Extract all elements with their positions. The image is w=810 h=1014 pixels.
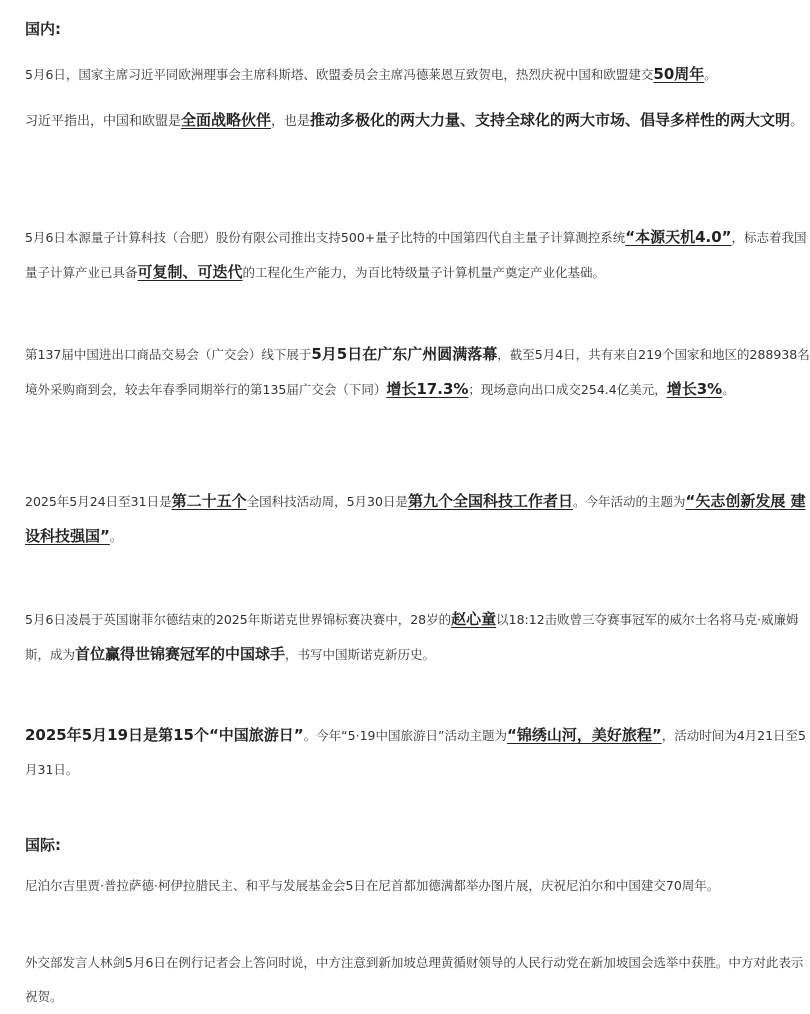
bold-text: 推动多极化的两大力量、支持全球化的两大市场、倡导多样性的两大文明 — [310, 111, 791, 129]
news-item-tourism-day — [25, 718, 810, 787]
highlight: 50周年 — [653, 65, 705, 83]
text: 5月6日凌晨于英国谢菲尔德结束的2025年斯诺克世界锦标赛决赛中，28岁的 — [25, 612, 452, 627]
text: 的工程化生产能力，为百比特级量子计算机量产奠定产业化基础。 — [242, 265, 606, 280]
text: 习近平指出，中国和欧盟是 — [25, 114, 182, 129]
bold-text: 是 — [143, 726, 159, 744]
highlight: 第二十五个 — [171, 492, 247, 510]
news-item-nepal — [25, 872, 810, 900]
bold-text: 首位赢得世锦赛冠军的中国球手 — [75, 645, 286, 663]
highlight: “锦绣山河，美好旅程” — [506, 726, 662, 744]
text: 。 — [790, 114, 804, 129]
highlight: “本源天机4.0” — [625, 228, 732, 246]
highlight: “矢志创新发展 建设科技强国” — [25, 492, 806, 545]
highlight: 全面战略伙伴 — [181, 111, 272, 129]
news-item-canton-fair — [25, 337, 810, 407]
text: 。 — [109, 529, 123, 544]
news-item-eu-anniversary — [25, 60, 810, 89]
text: 。今年“5·19中国旅游日”活动主题为 — [303, 728, 507, 743]
text: 第137届中国进出口商品交易会（广交会）线下展于 — [25, 347, 312, 362]
bold-text: 2025年5月19日 — [25, 726, 144, 744]
text: 以18:12击败曾三夺赛事冠军的威尔士名将马克·威廉姆斯，成为 — [25, 612, 799, 662]
news-item-snooker — [25, 602, 810, 672]
text: ，书写中国斯诺克新历史。 — [285, 647, 436, 662]
text: ，标志着我国量子计算产业已具备 — [25, 230, 807, 280]
highlight: 可复制、可迭代 — [137, 263, 243, 281]
text: 。今年活动的主题为 — [572, 494, 686, 509]
news-item-singapore — [25, 946, 810, 1014]
domestic-heading: 国内: — [25, 20, 61, 38]
text: ，也是 — [271, 114, 311, 129]
text: 尼泊尔吉里贾·普拉萨德·柯伊拉腊民主、和平与发展基金会5日在尼首都加德满都举办图片展，庆祝尼泊尔和中国建交70周年。 — [25, 878, 720, 893]
text: ；现场意向出口成交254.4亿美元， — [468, 382, 667, 397]
text: 。 — [704, 67, 717, 82]
text: 全国科技活动周，5月30日是 — [246, 494, 408, 509]
text: 2025年5月24日至31日是 — [25, 494, 172, 509]
text: 5月6日本源量子计算科技（合肥）股份有限公司推出支持500+量子比特的中国第四代自主量子计算测控系统 — [25, 230, 626, 245]
bold-text: 5月5日在广东广州圆满落幕 — [311, 345, 498, 363]
text: ，活动时间为4月21日至5月31日。 — [25, 728, 806, 777]
highlight: 赵心童 — [451, 610, 497, 628]
highlight: 第九个全国科技工作者日 — [407, 492, 573, 510]
highlight: 增长17.3% — [386, 380, 469, 398]
text: 。 — [722, 382, 735, 397]
text: 5月6日，国家主席习近平同欧洲理事会主席科斯塔、欧盟委员会主席冯德莱恩互致贺电，热烈庆祝中国和欧盟建交 — [25, 67, 654, 82]
news-item-quantum — [25, 220, 810, 290]
news-item-science-week — [25, 484, 810, 554]
bold-text: 第15个“中国旅游日” — [158, 726, 304, 744]
text: 外交部发言人林剑5月6日在例行记者会上答问时说，中方注意到新加坡总理黄循财领导的人民行动党在新加坡国会选举中获胜。中方对此表示祝贺。 — [25, 955, 804, 1004]
highlight: 增长3% — [666, 380, 723, 398]
news-item-eu-partnership — [25, 102, 810, 140]
international-heading: 国际: — [25, 836, 61, 854]
text: ，截至5月4日，共有来自219个国家和地区的288938名境外采购商到会，较去年春季同期举行的第135届广交会（下同） — [25, 347, 810, 397]
